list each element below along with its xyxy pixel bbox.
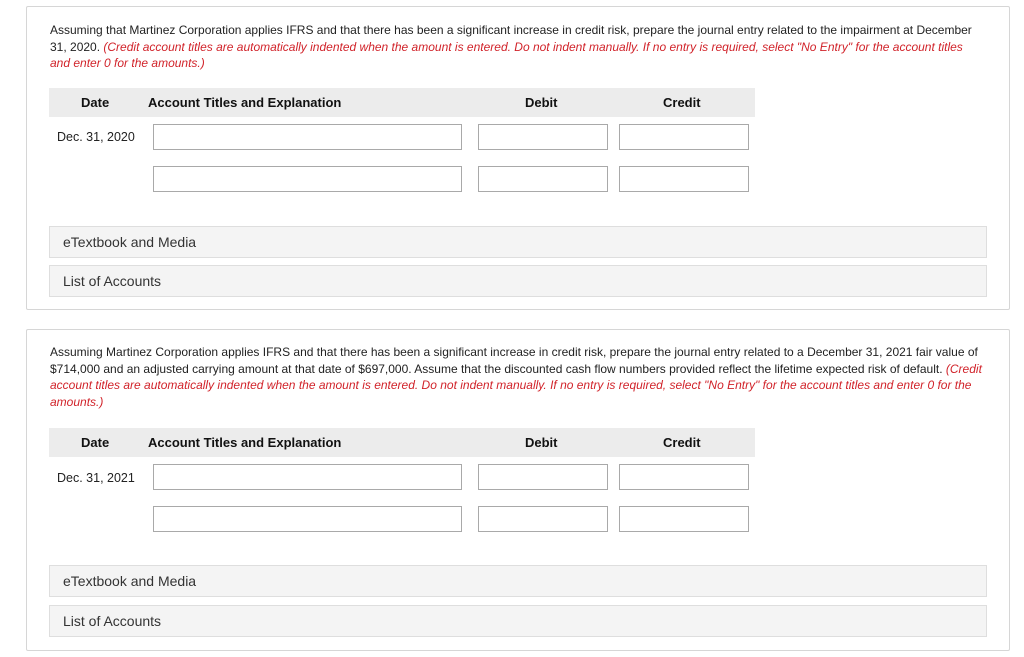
- debit-input-2[interactable]: [478, 506, 608, 532]
- list-of-accounts-link[interactable]: List of Accounts: [49, 605, 987, 637]
- header-debit: Debit: [525, 95, 558, 110]
- question-instruction: (Credit account titles are automatically indented when the amount is entered. Do not indent manually. If no entry is required, select "No Entry" for the account titles and enter 0 for the amounts.): [50, 361, 982, 409]
- question-text: [50, 22, 983, 72]
- question-panel-2: [26, 329, 1010, 651]
- credit-input-1[interactable]: [619, 464, 749, 490]
- header-credit: Credit: [663, 435, 701, 450]
- header-account-titles: Account Titles and Explanation: [148, 95, 342, 110]
- question-instruction: (Credit account titles are automatically indented when the amount is entered. Do not indent manually. If no entry is required, select "No Entry" for the account titles and enter 0 for the amounts.): [50, 39, 963, 70]
- credit-input-1[interactable]: [619, 124, 749, 150]
- header-date: Date: [81, 435, 110, 450]
- debit-input-2[interactable]: [478, 166, 608, 192]
- question-prompt: Assuming that Martinez Corporation applies IFRS and that there has been a significant increase in credit risk, prepare the journal entry related to the impairment at December 31, 2020.: [50, 23, 972, 54]
- entry-date: Dec. 31, 2020: [57, 130, 135, 144]
- header-account-titles: Account Titles and Explanation: [148, 435, 342, 450]
- etextbook-media-link[interactable]: eTextbook and Media: [49, 226, 987, 258]
- journal-table-header: [49, 88, 755, 117]
- question-panel-1: [26, 6, 1010, 310]
- account-title-input-2[interactable]: [153, 506, 462, 532]
- credit-input-2[interactable]: [619, 506, 749, 532]
- credit-input-2[interactable]: [619, 166, 749, 192]
- debit-input-1[interactable]: [478, 464, 608, 490]
- entry-date: Dec. 31, 2021: [57, 471, 135, 485]
- journal-table-header: [49, 428, 755, 457]
- etextbook-media-link[interactable]: eTextbook and Media: [49, 565, 987, 597]
- debit-input-1[interactable]: [478, 124, 608, 150]
- account-title-input-1[interactable]: [153, 464, 462, 490]
- header-debit: Debit: [525, 435, 558, 450]
- question-prompt: Assuming Martinez Corporation applies IFRS and that there has been a significant increase in credit risk, prepare the journal entry related to a December 31, 2021 fair value of $714,000 and an adjusted carrying amount at that date of $697,000. Assume that the discounted cash flow numbers provided reflect the lifetime expected risk of default.: [50, 345, 978, 376]
- account-title-input-2[interactable]: [153, 166, 462, 192]
- account-title-input-1[interactable]: [153, 124, 462, 150]
- header-credit: Credit: [663, 95, 701, 110]
- list-of-accounts-link[interactable]: List of Accounts: [49, 265, 987, 297]
- header-date: Date: [81, 95, 110, 110]
- question-text: [50, 344, 983, 410]
